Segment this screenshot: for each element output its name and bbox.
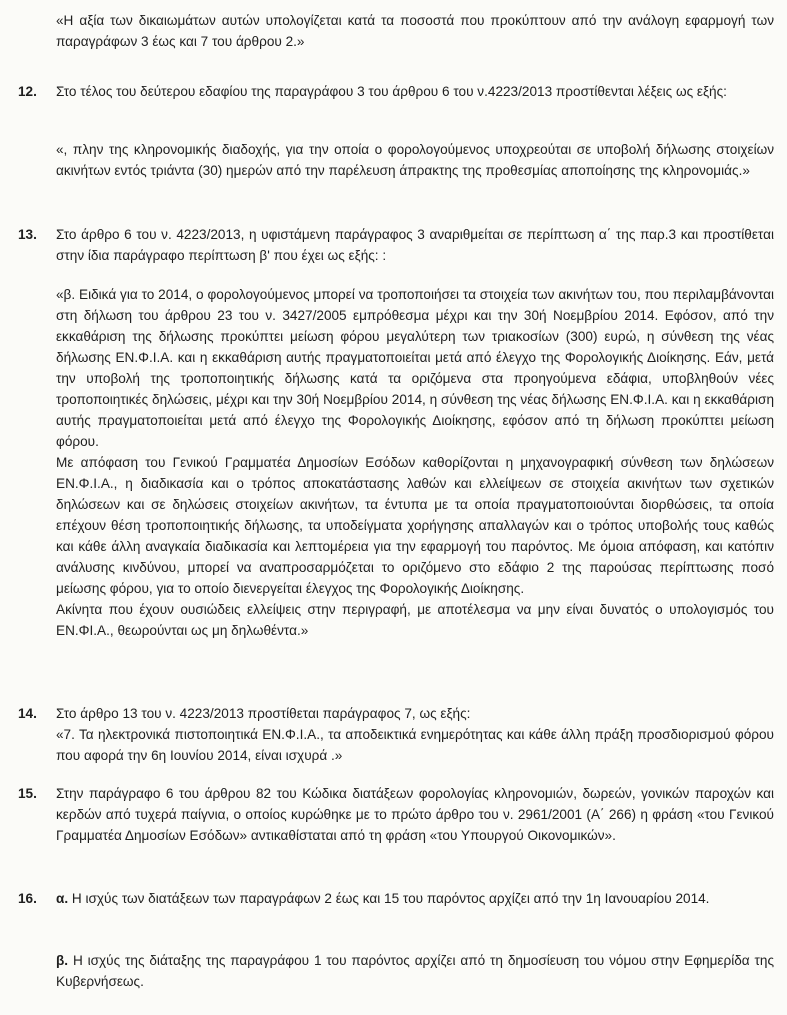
top-quote <box>56 10 774 52</box>
top-quote-text: «Η αξία των δικαιωμάτων αυτών υπολογίζεται κατά τα ποσοστά που προκύπτουν από την ανάλογη εφαρμογή των παραγράφων 3 έως και 7 του άρθρου 2.» <box>56 13 774 49</box>
item-12-intro-text: Στο τέλος του δεύτερου εδαφίου της παραγράφου 3 του άρθρου 6 του ν.4223/2013 προστίθενται λέξεις ως εξής: <box>56 84 727 99</box>
item-15-text-block <box>56 783 774 846</box>
item-12-quote-text: «, πλην της κληρονομικής διαδοχής, για την οποία ο φορολογούμενος υποχρεούται σε υποβολή δήλωσης στοιχείων ακινήτων εντός τριάντα (30) ημερών από την παρέλευση άπρακτης της προθεσμίας αποποίησης της κληρονομιάς.» <box>56 142 774 178</box>
item-16-a-label: α. <box>56 891 69 906</box>
item-16-b-text: Η ισχύς της διάταξης της παραγράφου 1 του παρόντος αρχίζει από τη δημοσίευση του νόμου στην Εφημερίδα της Κυβερνήσεως. <box>56 953 774 989</box>
item-number-15: 15. <box>18 786 37 801</box>
item-16-a-paragraph <box>56 888 774 909</box>
item-number-16: 16. <box>18 891 37 906</box>
item-14-intro <box>56 703 774 766</box>
item-16-a <box>56 888 774 909</box>
item-15-text: Στην παράγραφο 6 του άρθρου 82 του Κώδικα διατάξεων φορολογίας κληρονομιών, δωρεών, γονικών παροχών και κερδών από τυχερά παίγνια, ο οποίος κυρώθηκε με το πρώτο άρθρο του ν. 2961/2001 (Α΄ 266) η φράση «του Γενικού Γραμματέα Δημοσίων Εσόδων» αντικαθίσταται από τη φράση «του Υπουργού Οικονομικών». <box>56 786 774 843</box>
item-14-quote-text: «7. Τα ηλεκτρονικά πιστοποιητικά ΕΝ.Φ.Ι.Α., τα αποδεικτικά ενημερότητας και κάθε άλλη πράξη προσδιορισμού φόρου που αφορά την 6η Ιουνίου 2014, είναι ισχυρά .» <box>56 727 774 763</box>
item-13-quote-p3: Ακίνητα που έχουν ουσιώδεις ελλείψεις στην περιγραφή, με αποτέλεσμα να μην είναι δυνατός ο υπολογισμός του ΕΝ.ΦΙ.Α., θεωρούνται ως μη δηλωθέντα.» <box>56 602 774 638</box>
item-16-b-paragraph <box>56 950 774 992</box>
item-number-12: 12. <box>18 84 37 99</box>
item-13-intro <box>56 224 774 266</box>
item-number-14: 14. <box>18 706 37 721</box>
item-16-b <box>56 950 774 992</box>
item-13-quote-p2: Με απόφαση του Γενικού Γραμματέα Δημοσίων Εσόδων καθορίζονται η μηχανογραφική σύνθεση των δηλώσεων ΕΝ.Φ.Ι.Α., η διαδικασία και ο τρόπος αποκατάστασης λαθών και ελλείψεων σε στοιχεία ακινήτων των σχετικών δηλώσεων και σε δηλώσεις στοιχείων ακινήτων, τα έντυπα με τα οποία πραγματοποιούνται διορθώσεις, τα οποία επέχουν θέση τροποποιητικής δήλωσης, τα υποδείγματα χορήγησης απαλλαγών και ο τρόπος υποβολής τους καθώς και κάθε άλλη αναγκαία διαδικασία και λεπτομέρεια για την εφαρμογή του παρόντος. Με όμοια απόφαση, και κατόπιν ανάλυσης κινδύνου, μπορεί να αναπροσαρμόζεται το οριζόμενο στο εδάφιο 2 της παρούσας περίπτωσης ποσό μείωσης φόρου, για το οποίο διενεργείται έλεγχος της Φορολογικής Διοίκησης. <box>56 455 774 596</box>
item-number-13: 13. <box>18 227 37 242</box>
item-16-a-text: Η ισχύς των διατάξεων των παραγράφων 2 έως και 15 του παρόντος αρχίζει από την 1η Ιανουαρίου 2014. <box>68 891 710 906</box>
item-13-quote-p1: «β. Ειδικά για το 2014, ο φορολογούμενος μπορεί να τροποποιήσει τα στοιχεία των ακινήτων του, που περιλαμβάνονται στη δήλωση του άρθρου 23 του ν. 3427/2005 εμπρόθεσμα μέχρι και την 30ή Νοεμβρίου 2014. Εφόσον, από την εκκαθάριση της δήλωσης προκύπτει μείωση φόρου μεγαλύτερη των τριακοσίων (300) ευρώ, η σύνθεση της νέας δήλωσης ΕΝ.Φ.Ι.Α. και η εκκαθάριση αυτής πραγματοποιείται μετά από έλεγχο της Φορολογικής Διοίκησης. Εάν, μετά την υποβολή της τροποποιητικής δήλωσης κατά τα οριζόμενα στα προηγούμενα εδάφια, υποβληθούν νέες τροποποιητικές δηλώσεις, μέχρι και την 30ή Νοεμβρίου 2014, η σύνθεση της νέας δήλωσης ΕΝ.Φ.Ι.Α. και η εκκαθάριση αυτής πραγματοποιείται μετά από έλεγχο της Φορολογικής Διοίκησης, εφόσον από τη δήλωση προκύπτει μείωση φόρου. <box>56 287 774 449</box>
item-12-quote <box>56 139 774 181</box>
item-16-b-label: β. <box>56 953 69 968</box>
item-14-intro-text: Στο άρθρο 13 του ν. 4223/2013 προστίθεται παράγραφος 7, ως εξής: <box>56 706 471 721</box>
item-12-intro <box>56 81 774 102</box>
item-13-quote <box>56 284 774 641</box>
item-13-intro-text: Στο άρθρο 6 του ν. 4223/2013, η υφιστάμενη παράγραφος 3 αναριθμείται σε περίπτωση α΄ της παρ.3 και προστίθεται στην ίδια παράγραφο περίπτωση β' που έχει ως εξής: : <box>56 227 774 263</box>
